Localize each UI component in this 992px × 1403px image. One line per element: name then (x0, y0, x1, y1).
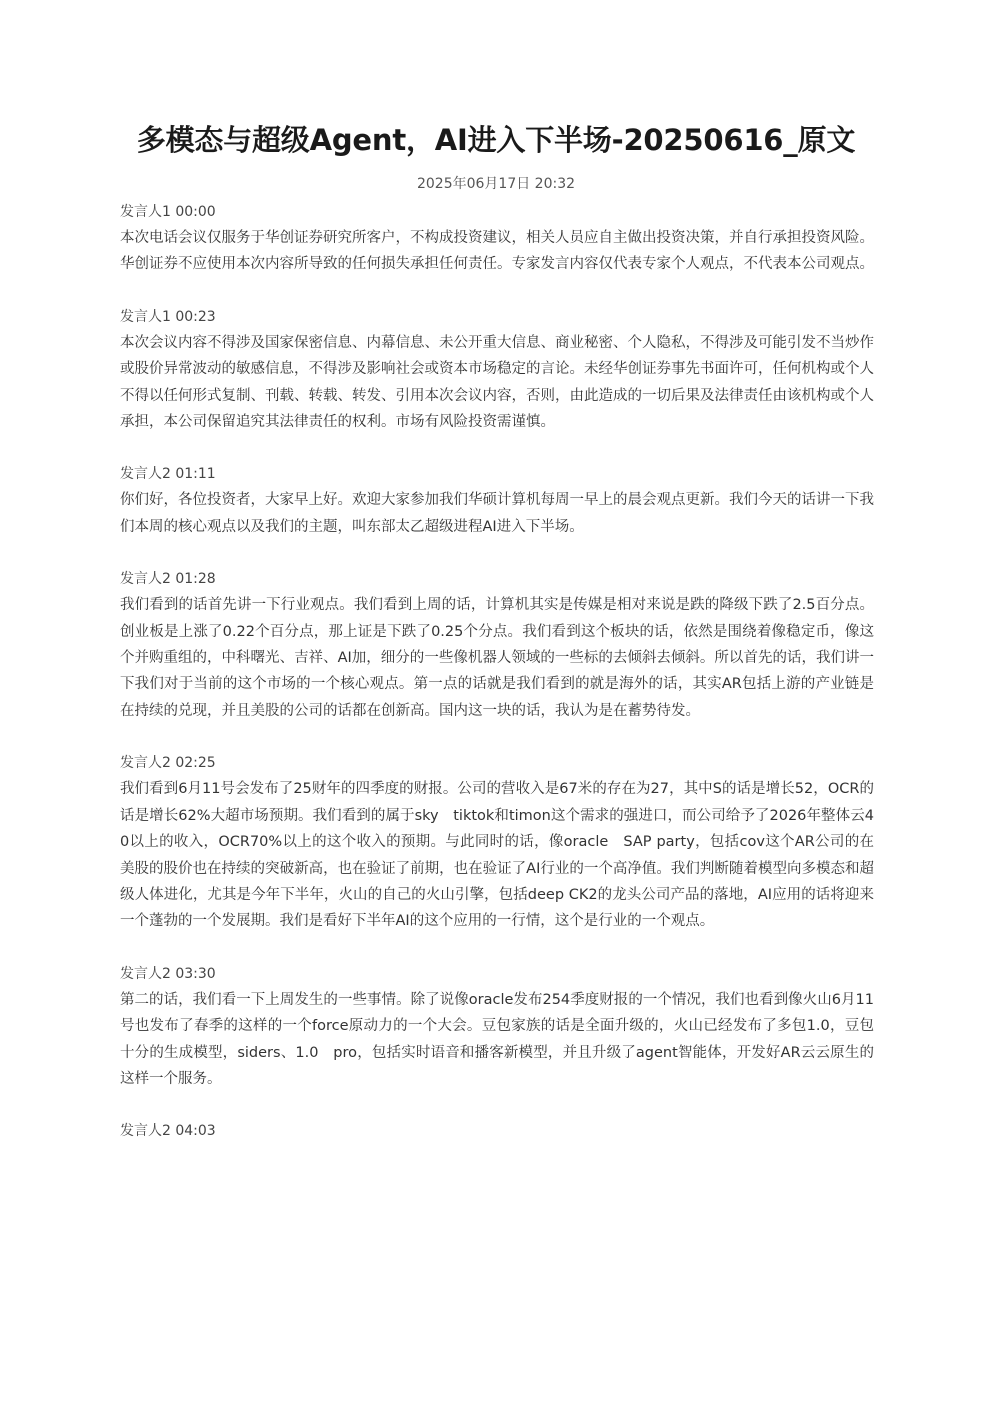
speaker-timestamp: 发言人2 01:28 (120, 571, 216, 588)
transcript-segment (120, 750, 874, 934)
transcript-body (120, 199, 874, 1170)
speaker-timestamp: 发言人1 00:00 (120, 204, 216, 220)
document-date: 2025年06月17日 20:32 (416, 176, 576, 192)
transcript-segment (120, 566, 874, 724)
transcript-segment (120, 304, 874, 436)
segment-text: 第二的话，我们看一下上周发生的一些事情。除了说像oracle发布254季度财报的一个情况，我们也看到像火山6月11号也发布了春季的这样的一个force原动力的一个大会。豆包家族的话是全面升级的，火山已经发布了多包1.0，豆包十分的生成模型，siders、1.0 pro，包括实时语音和播客新模型，并且升级了agent智能体，开发好AR云云原生的这样一个服务。 (120, 991, 874, 1087)
segment-text: 本次电话会议仅服务于华创证券研究所客户，不构成投资建议，相关人员应自主做出投资决策，并自行承担投资风险。华创证券不应使用本次内容所导致的任何损失承担任何责任。专家发言内容仅代表专家个人观点，不代表本公司观点。 (120, 230, 874, 273)
speaker-timestamp: 发言人2 01:11 (120, 466, 216, 483)
segment-text: 我们看到6月11号会发布了25财年的四季度的财报。公司的营收入是67米的存在为27，其中S的话是增长52，OCR的话是增长62%大超市场预期。我们看到的属于sky tiktok和timon这个需求的强进口，而公司给予了2026年整体云40以上的收入，OCR70%以上的这个收入的预期。与此同时的话，像oracle SAP party，包括cov这个AR公司的在美股的股价也在持续的突破新高，也在验证了前期，也在验证了AI行业的一个高净值。我们判断随着模型向多模态和超级人体进化，尤其是今年下半年，火山的自己的火山引擎，包括deep CK2的龙头公司产品的落地，AI应用的话将迎来一个蓬勃的一个发展期。我们是看好下半年AI的这个应用的一行情，这个是行业的一个观点。 (120, 781, 874, 930)
transcript-segment (120, 961, 874, 1093)
document-title: 多模态与超级Agent，AI进入下半场-20250616_原文 (136, 123, 856, 157)
speaker-timestamp: 发言人2 03:30 (120, 965, 216, 982)
transcript-segment (120, 461, 874, 540)
transcript-segment (120, 1118, 874, 1144)
transcript-segment (120, 199, 874, 278)
segment-text: 本次会议内容不得涉及国家保密信息、内幕信息、未公开重大信息、商业秘密、个人隐私，不得涉及可能引发不当炒作或股价异常波动的敏感信息，不得涉及影响社会或资本市场稳定的言论。未经华创证券事先书面许可，任何机构或个人不得以任何形式复制、刊载、转载、转发、引用本次会议内容，否则，由此造成的一切后果及法律责任由该机构或个人承担，本公司保留追究其法律责任的权利。市场有风险投资需谨慎。 (120, 334, 874, 431)
speaker-timestamp: 发言人2 04:03 (120, 1123, 216, 1140)
speaker-timestamp: 发言人2 02:25 (120, 755, 216, 772)
speaker-timestamp: 发言人1 00:23 (120, 308, 216, 325)
segment-text: 你们好，各位投资者，大家早上好。欢迎大家参加我们华硕计算机每周一早上的晨会观点更新。我们今天的话讲一下我们本周的核心观点以及我们的主题，叫东部太乙超级进程AI进入下半场。 (120, 492, 874, 535)
segment-text: 我们看到的话首先讲一下行业观点。我们看到上周的话，计算机其实是传媒是相对来说是跌的降级下跌了2.5百分点。创业板是上涨了0.22个百分点，那上证是下跌了0.25个分点。我们看到这个板块的话，依然是围绕着像稳定币，像这个并购重组的，中科曙光、吉祥、AI加，细分的一些像机器人领域的一些标的去倾斜去倾斜。所以首先的话，我们讲一下我们对于当前的这个市场的一个核心观点。第一点的话就是我们看到的就是海外的话，其实AR包括上游的产业链是在持续的兑现，并且美股的公司的话都在创新高。国内这一块的话，我认为是在蓄势待发。 (120, 597, 874, 719)
